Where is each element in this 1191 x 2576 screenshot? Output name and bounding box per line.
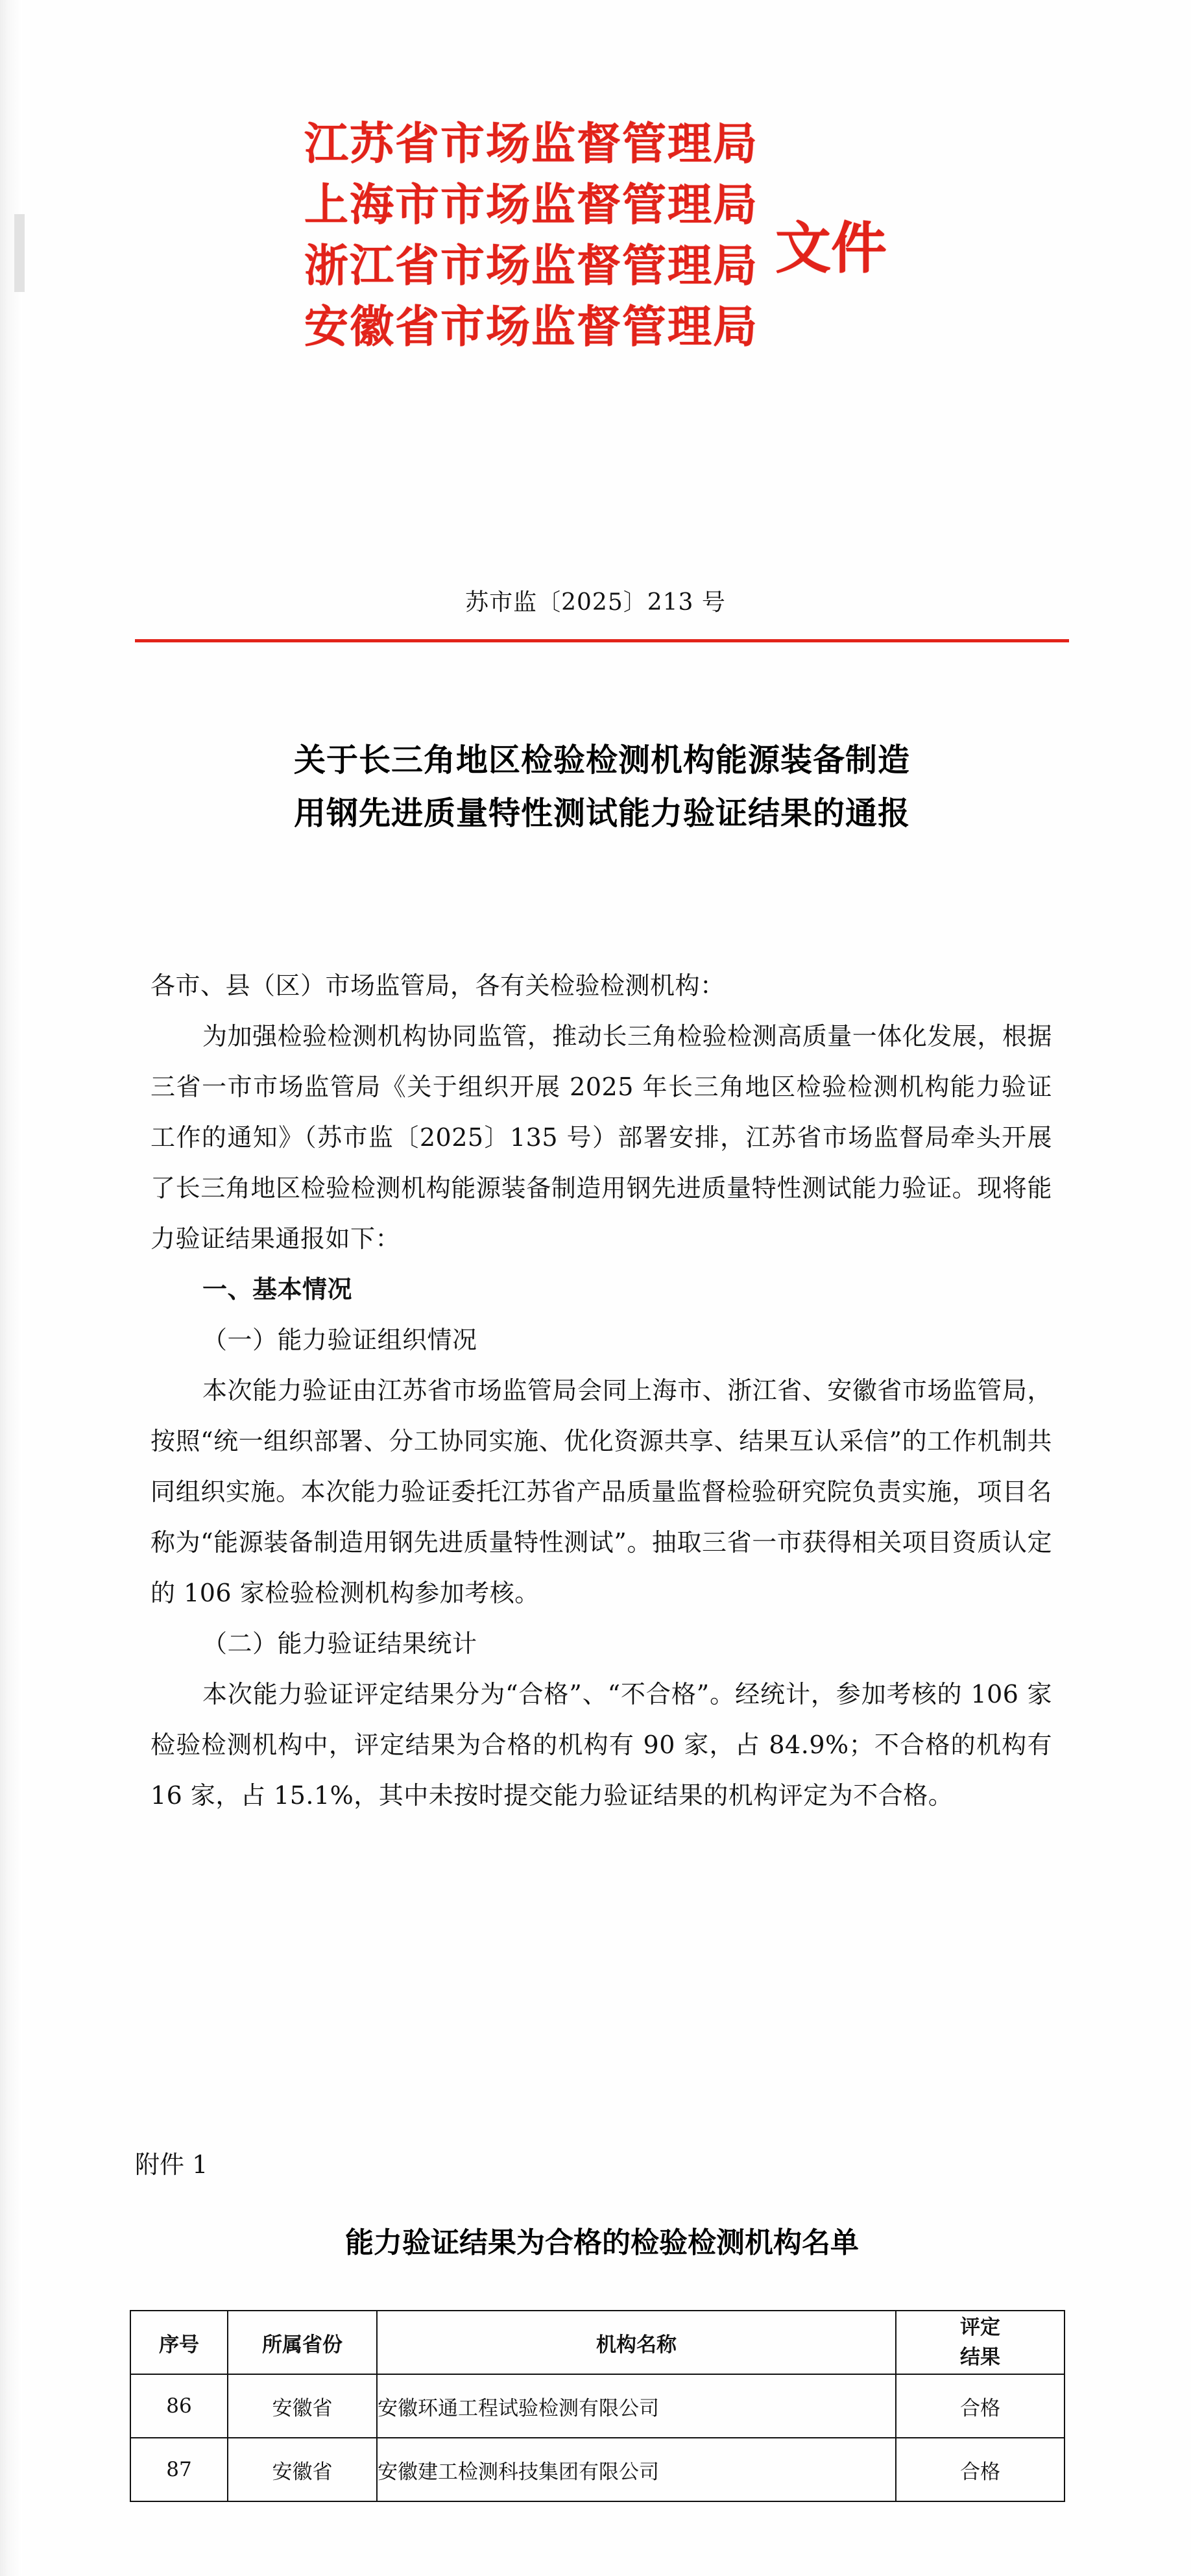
table-cell-organization: 安徽环通工程试验检测有限公司 <box>377 2374 896 2438</box>
table-header-organization: 机构名称 <box>377 2311 896 2374</box>
table-row <box>130 2438 1065 2501</box>
document-title <box>161 733 1043 840</box>
table-cell-result: 合格 <box>896 2438 1065 2501</box>
document-masthead <box>0 114 1191 358</box>
masthead-suffix: 文件 <box>775 215 887 281</box>
paragraph-3: 本次能力验证评定结果分为“合格”、“不合格”。经统计，参加考核的 106 家检验检测机构中，评定结果为合格的机构有 90 家，占 84.9%；不合格的机构有 16 家，占 15.1%，其中未按时提交能力验证结果的机构评定为不合格。 <box>150 1680 1052 1810</box>
table-cell-seq: 86 <box>130 2374 228 2438</box>
paragraph-1: 为加强检验检测机构协同监管，推动长三角检验检测高质量一体化发展，根据三省一市市场监管局《关于组织开展 2025 年长三角地区检验检测机构能力验证工作的通知》（苏市监〔2025〕135 号）部署安排，江苏省市场监督局牵头开展了长三角地区检验检测机构能源装备制造用钢先进质量特性测试能力验证。现将能力验证结果通报如下： <box>150 1022 1052 1253</box>
table-header-result-line-2: 结果 <box>960 2346 1000 2369</box>
document-number: 苏市监〔2025〕213 号 <box>465 589 726 616</box>
salutation: 各市、县（区）市场监管局，各有关检验检测机构： <box>150 971 725 1000</box>
subsection-heading-1: （一）能力验证组织情况 <box>202 1326 477 1354</box>
masthead-line-4: 安徽省市场监督管理局 <box>304 301 758 353</box>
masthead-agency-lines <box>304 114 758 358</box>
table-row <box>130 2374 1065 2438</box>
section-heading-1: 一、基本情况 <box>202 1274 353 1304</box>
attachment-label: 附件 1 <box>135 2150 208 2179</box>
masthead-line-1: 江苏省市场监督管理局 <box>304 118 758 170</box>
table-cell-organization: 安徽建工检测科技集团有限公司 <box>377 2438 896 2501</box>
table-header-result-line-1: 评定 <box>960 2316 1000 2339</box>
paper-edge-shadow <box>0 0 22 2576</box>
red-divider-rule <box>135 639 1069 642</box>
table-header-result <box>896 2311 1065 2374</box>
table-header-seq: 序号 <box>130 2311 228 2374</box>
subsection-heading-2: （二）能力验证结果统计 <box>202 1629 477 1658</box>
table-header-row <box>130 2311 1065 2374</box>
document-title-line-1: 关于长三角地区检验检测机构能源装备制造 <box>293 741 910 779</box>
document-title-line-2: 用钢先进质量特性测试能力验证结果的通报 <box>293 794 910 832</box>
attachment-title: 能力验证结果为合格的检验检测机构名单 <box>345 2226 859 2259</box>
masthead-line-2: 上海市市场监督管理局 <box>304 179 758 231</box>
document-body <box>150 960 1052 1821</box>
table-cell-province: 安徽省 <box>228 2374 377 2438</box>
qualified-organizations-table <box>130 2310 1065 2502</box>
masthead-line-3: 浙江省市场监督管理局 <box>304 240 758 292</box>
table-cell-result: 合格 <box>896 2374 1065 2438</box>
paragraph-2: 本次能力验证由江苏省市场监管局会同上海市、浙江省、安徽省市场监管局，按照“统一组织部署、分工协同实施、优化资源共享、结果互认采信”的工作机制共同组织实施。本次能力验证委托江苏省产品质量监督检验研究院负责实施，项目名称为“能源装备制造用钢先进质量特性测试”。抽取三省一市获得相关项目资质认定的 106 家检验检测机构参加考核。 <box>150 1376 1052 1607</box>
masthead-inner <box>304 114 887 358</box>
table-header-province: 所属省份 <box>228 2311 377 2374</box>
qualified-organizations-table-wrap <box>130 2310 1064 2502</box>
table-cell-province: 安徽省 <box>228 2438 377 2501</box>
table-cell-seq: 87 <box>130 2438 228 2501</box>
